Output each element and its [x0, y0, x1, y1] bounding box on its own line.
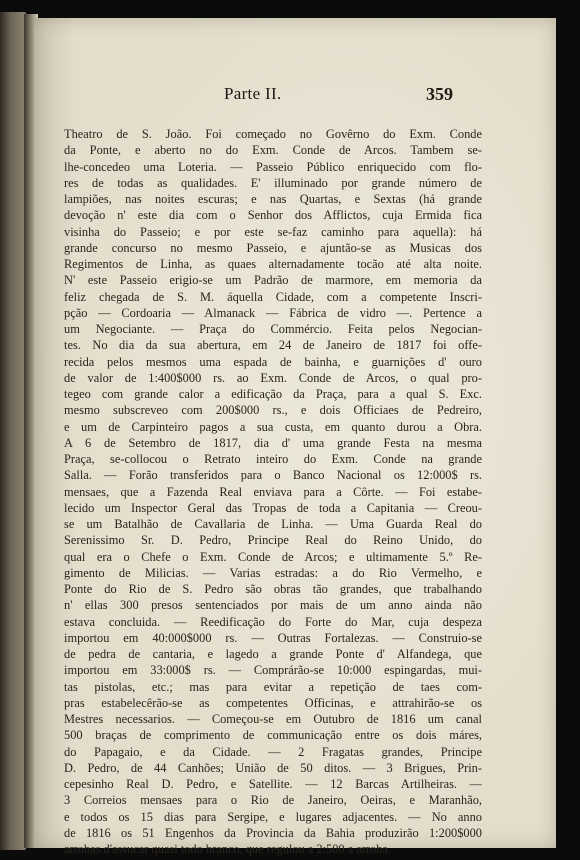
text-line: de pedra de cantaria, e lagedo a grande Ponte d' Alfandega, que — [64, 647, 482, 661]
text-line: Regimentos de Linha, as quaes alternadamente tocão até alta noite. — [64, 257, 482, 271]
text-line: Theatro de S. João. Foi começado no Govêrno do Exm. Conde — [64, 127, 482, 141]
text-line: estava concluida. — Reedificação do Forte do Mar, cuja despeza — [64, 614, 482, 629]
body-text — [64, 126, 482, 857]
text-line: Salla. — Forão transferidos para o Banco Nacional os 12:000$ rs. — [64, 468, 482, 483]
text-line: um Negociante. — Praça do Commércio. Feita pelos Negocian- — [64, 322, 482, 336]
text-line: mesmo subscreveo com 200$000 rs., e dois Officiaes de Pedreiro, — [64, 403, 482, 418]
part-heading: Parte II. — [224, 84, 282, 103]
text-line: pras estabelecêrão-se as competentes Officinas, e attrahirão-se os — [64, 695, 482, 710]
text-line: lampiões, nas noites escuras; e nas Quartas, e Sextas (há grande — [64, 192, 482, 206]
text-line: importou em 33:000$ rs. — Comprárão-se 10:000 espingardas, mui- — [64, 663, 482, 678]
running-head — [34, 82, 556, 112]
text-line: arrobas d'assucar quasi todo branco, que regulou a 2:500 a arroba. — [64, 842, 392, 856]
text-line: feliz chegada de S. M. áquella Cidade, com a competente Inscri- — [64, 289, 482, 304]
text-line: D. Pedro, de 44 Canhões; União de 50 ditos. — 3 Brigues, Prin- — [64, 760, 482, 775]
text-line: Mestres necessarios. — Começou-se em Outubro de 1816 um canal — [64, 712, 482, 726]
text-line: devoção n' este dia com o Senhor dos Afflictos, cuja Ermida fica — [64, 208, 482, 223]
text-line: qual era o Chefe o Exm. Conde de Arcos; e ultimamente 5.º Re- — [64, 549, 482, 564]
text-line: lhe-concedeo uma Loteria. — Passeio Público enriquecido com flo- — [64, 159, 482, 174]
text-line: N' este Passeio erigio-se um Padrão de marmore, em memoria da — [64, 273, 482, 288]
text-line: e um de Carpinteiro pagos a sua custa, em quanto durou a Obra. — [64, 419, 482, 434]
text-line: gimento de Milicias. — Varias estradas: a do Rio Vermelho, e — [64, 565, 482, 580]
text-line: lecido um Inspector Geral das Tropas de toda a Capitania — Creou- — [64, 500, 482, 515]
page-number: 359 — [426, 84, 453, 104]
text-line: pção — Cordoaria — Almanack — Fábrica de vidro —. Pertence a — [64, 305, 482, 320]
text-line: tes. No dia da sua abertura, em 24 de Janeiro de 1817 foi offe- — [64, 338, 482, 353]
text-line: 3 Correios mensaes para o Rio de Janeiro, Oeiras, e Maranhão, — [64, 793, 482, 808]
text-line: de 1816 os 51 Engenhos da Provincia da Bahia produzirão 1:200$000 — [64, 825, 482, 840]
text-line: do Papagaio, e da Cidade. — 2 Fragatas grandes, Principe — [64, 744, 482, 759]
text-line: cepesinho Real D. Pedro, e Satellite. — 12 Barcas Artilheiras. — — [64, 777, 482, 791]
text-line: e todos os 15 dias para Sergipe, e lugares adjacentes. — No anno — [64, 809, 482, 824]
text-line: n' ellas 300 presos sentenciados por mais de um anno ainda não — [64, 598, 482, 613]
text-line: 500 braças de comprimento de communicação entre os dois máres, — [64, 728, 482, 743]
text-line: res de todas as qualidades. E' illuminado por grande número de — [64, 175, 482, 190]
facing-page-edge — [0, 12, 26, 850]
text-line: Serenissimo Sr. D. Pedro, Principe Real do Reino Unido, do — [64, 533, 482, 548]
text-line: da Ponte, e aberto no do Exm. Conde de Arcos. Tambem se- — [64, 143, 482, 158]
text-line: Praça, se-collocou o Retrato inteiro do Exm. Conde na grande — [64, 452, 482, 466]
text-line: visinha do Passeio; e por este se-faz caminho para aquella): há — [64, 224, 482, 239]
text-line: A 6 de Setembro de 1817, dia d' uma grande Festa na mesma — [64, 435, 482, 450]
text-line: se um Batalhão de Cavallaria de Linha. — Uma Guarda Real do — [64, 517, 482, 531]
text-line: tegeo com grande calor a edificação da Praça, para a qual S. Exc. — [64, 387, 482, 401]
book-page — [34, 18, 556, 856]
text-line: mensaes, que a Fazenda Real enviava para a Côrte. — Foi estabe- — [64, 484, 482, 499]
text-line: recida pelos mesmos uma espada de bainha, e guarnições d' ouro — [64, 354, 482, 369]
text-line: importou em 40:000$000 rs. — Outras Fortalezas. — Construio-se — [64, 630, 482, 645]
text-line: grande concurso no mesmo Passeio, e ajuntão-se as Musicas dos — [64, 240, 482, 255]
text-line: tas pistolas, etc.; mas para evitar a repetição de taes com- — [64, 679, 482, 694]
text-line: de valor de 1:400$000 rs. ao Exm. Conde de Arcos, o qual pro- — [64, 370, 482, 385]
text-line: Ponte do Rio de S. Pedro são obras tão grandes, que trabalhando — [64, 582, 482, 596]
